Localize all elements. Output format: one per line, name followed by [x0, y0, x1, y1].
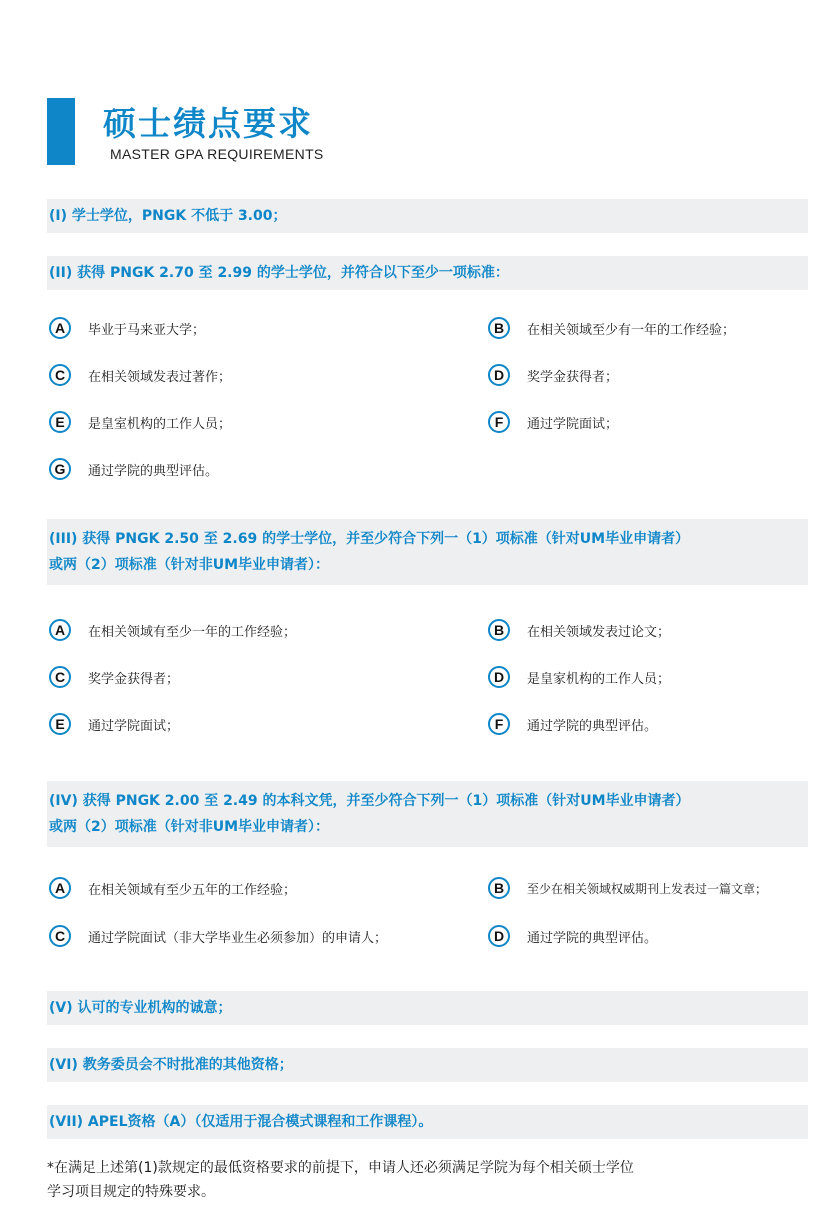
- list-item: [488, 712, 657, 736]
- letter-badge: C: [49, 925, 71, 947]
- letter-badge: A: [49, 317, 71, 339]
- section-4-band: [47, 781, 808, 847]
- section-2-band: [47, 256, 808, 290]
- list-item-text: 在相关领域有至少一年的工作经验；: [88, 624, 297, 640]
- page-subtitle: MASTER GPA REQUIREMENTS: [110, 146, 324, 162]
- list-item: [488, 363, 618, 387]
- list-item: [49, 618, 296, 642]
- list-item: [49, 712, 179, 736]
- section-7-band: [47, 1105, 808, 1139]
- list-item-text: 奖学金获得者；: [88, 671, 180, 687]
- list-item: [49, 665, 179, 689]
- list-item-text: 在相关领域发表过论文；: [527, 624, 671, 640]
- letter-badge: A: [49, 877, 71, 899]
- list-item: [488, 876, 767, 900]
- list-item: [49, 457, 218, 481]
- list-item: [49, 410, 231, 434]
- letter-badge: B: [488, 619, 510, 641]
- list-item: [488, 316, 735, 340]
- list-item: [488, 924, 657, 948]
- section-1-band: [47, 199, 808, 233]
- section-3-line-2: 或两（2）项标准（针对非UM毕业申请者）：: [49, 557, 330, 573]
- section-2-text: (II) 获得 PNGK 2.70 至 2.99 的学士学位，并符合以下至少一项标准：: [49, 265, 509, 281]
- list-item: [49, 924, 387, 948]
- section-3-band: [47, 519, 808, 585]
- list-item: [488, 618, 670, 642]
- list-item-text: 至少在相关领域权威期刊上发表过一篇文章；: [527, 881, 768, 896]
- list-item-text: 通过学院的典型评估。: [527, 718, 658, 734]
- list-item-text: 通过学院面试；: [527, 416, 619, 432]
- list-item-text: 在相关领域至少有一年的工作经验；: [527, 322, 736, 338]
- footnote-line-2: 学习项目规定的特殊要求。: [47, 1184, 215, 1200]
- list-item-text: 通过学院面试（非大学毕业生必须参加）的申请人；: [88, 930, 388, 946]
- section-1-text: (I) 学士学位，PNGK 不低于 3.00；: [49, 208, 287, 224]
- list-item: [49, 316, 205, 340]
- section-5-band: [47, 991, 808, 1025]
- list-item-text: 是皇家机构的工作人员；: [527, 671, 671, 687]
- letter-badge: F: [488, 713, 510, 735]
- footnote-line-1: *在满足上述第(1)款规定的最低资格要求的前提下，申请人还必须满足学院为每个相关硕士学位: [47, 1160, 634, 1176]
- letter-badge: G: [49, 458, 71, 480]
- page-title: 硕士绩点要求: [103, 104, 313, 143]
- list-item: [49, 876, 296, 900]
- list-item-text: 毕业于马来亚大学；: [88, 322, 206, 338]
- section-3-line-1: (III) 获得 PNGK 2.50 至 2.69 的学士学位，并至少符合下列一（1）项标准（针对UM毕业申请者）: [49, 531, 690, 547]
- header-accent-bar: [47, 98, 75, 165]
- letter-badge: F: [488, 411, 510, 433]
- list-item-text: 通过学院的典型评估。: [88, 463, 219, 479]
- list-item-text: 通过学院面试；: [88, 718, 180, 734]
- letter-badge: D: [488, 925, 510, 947]
- section-6-band: [47, 1048, 808, 1082]
- list-item-text: 是皇室机构的工作人员；: [88, 416, 232, 432]
- letter-badge: D: [488, 666, 510, 688]
- list-item-text: 奖学金获得者；: [527, 369, 619, 385]
- letter-badge: C: [49, 364, 71, 386]
- list-item-text: 在相关领域发表过著作；: [88, 369, 232, 385]
- list-item-text: 在相关领域有至少五年的工作经验；: [88, 882, 297, 898]
- letter-badge: B: [488, 317, 510, 339]
- list-item-text: 通过学院的典型评估。: [527, 930, 658, 946]
- letter-badge: D: [488, 364, 510, 386]
- list-item: [488, 665, 670, 689]
- section-4-line-1: (IV) 获得 PNGK 2.00 至 2.49 的本科文凭，并至少符合下列一（1）项标准（针对UM毕业申请者）: [49, 793, 690, 809]
- list-item: [49, 363, 231, 387]
- footnote: [47, 1156, 812, 1204]
- list-item: [488, 410, 618, 434]
- letter-badge: B: [488, 877, 510, 899]
- letter-badge: A: [49, 619, 71, 641]
- letter-badge: E: [49, 411, 71, 433]
- letter-badge: C: [49, 666, 71, 688]
- section-4-line-2: 或两（2）项标准（针对非UM毕业申请者）：: [49, 819, 330, 835]
- letter-badge: E: [49, 713, 71, 735]
- section-6-text: (VI) 教务委员会不时批准的其他资格；: [49, 1057, 293, 1073]
- section-5-text: (V) 认可的专业机构的诚意；: [49, 1000, 232, 1016]
- section-7-text: (VII) APEL资格（A）（仅适用于混合模式课程和工作课程）。: [49, 1114, 433, 1130]
